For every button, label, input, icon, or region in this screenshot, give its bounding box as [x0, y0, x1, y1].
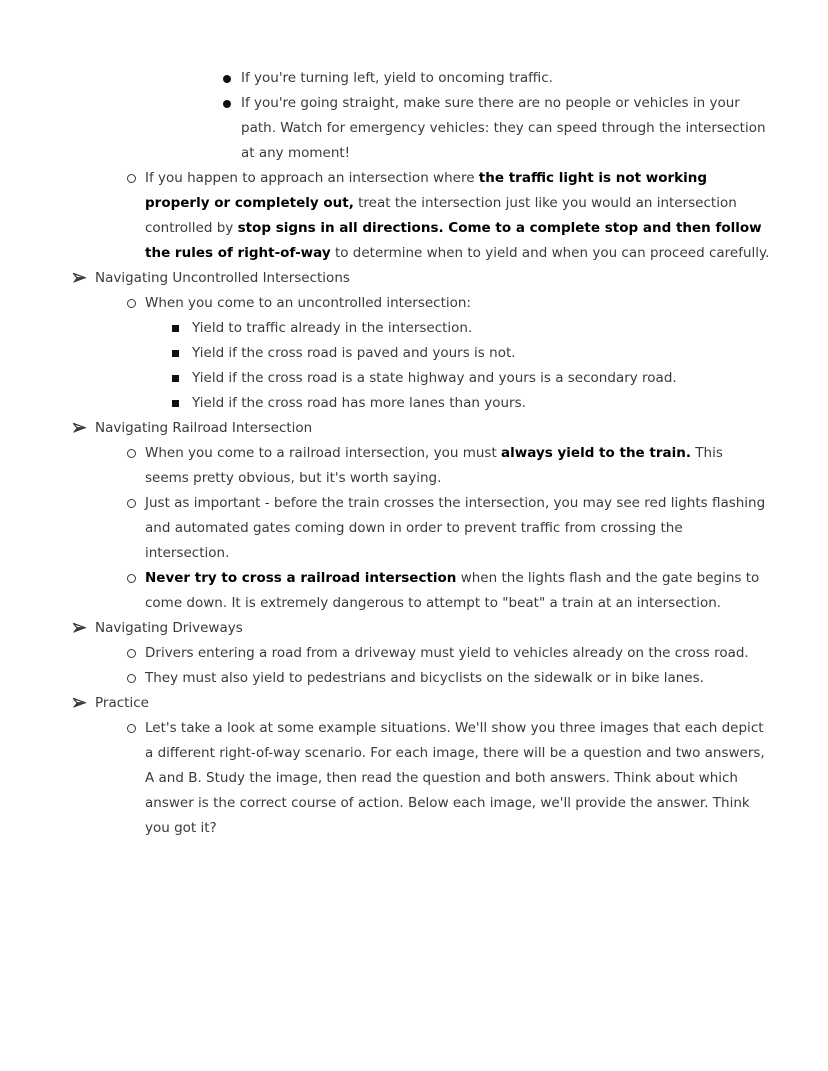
square-bullet-icon	[172, 400, 179, 407]
circle-open-bullet-icon	[127, 174, 136, 183]
circle-open-bullet-icon	[127, 449, 136, 458]
arrow-bullet-icon	[72, 622, 87, 634]
circle-open-bullet-icon	[127, 499, 136, 508]
list-item	[72, 691, 770, 716]
list-item	[72, 566, 770, 616]
list-item-text: If you're turning left, yield to oncoming traffic.	[241, 70, 553, 86]
list-item-text: They must also yield to pedestrians and bicyclists on the sidewalk or in bike lanes.	[145, 670, 704, 686]
list-item-text: Navigating Driveways	[95, 620, 243, 636]
list-item	[72, 441, 770, 491]
arrow-bullet-icon	[72, 272, 87, 284]
list-item-text: Drivers entering a road from a driveway must yield to vehicles already on the cross road.	[145, 645, 749, 661]
document-list	[72, 66, 770, 841]
list-item	[72, 416, 770, 441]
list-item-text: When you come to a railroad intersection, you must always yield to the train. This seems pretty obvious, but it's worth saying.	[145, 445, 723, 486]
list-item-text: Yield if the cross road has more lanes than yours.	[192, 395, 526, 411]
list-item	[72, 291, 770, 316]
list-item-text: Yield if the cross road is a state highway and yours is a secondary road.	[192, 370, 677, 386]
list-item-text: Just as important - before the train crosses the intersection, you may see red lights flashing and automated gates coming down in order to prevent traffic from crossing the intersection.	[145, 495, 766, 561]
list-item-text: Yield if the cross road is paved and yours is not.	[192, 345, 516, 361]
list-item	[72, 266, 770, 291]
square-bullet-icon	[172, 375, 179, 382]
arrow-bullet-icon	[72, 422, 87, 434]
circle-open-bullet-icon	[127, 724, 136, 733]
list-item	[72, 366, 770, 391]
list-item-text: Yield to traffic already in the intersection.	[192, 320, 473, 336]
list-item	[72, 166, 770, 266]
list-item	[72, 66, 770, 91]
arrow-bullet-icon	[72, 697, 87, 709]
square-bullet-icon	[172, 350, 179, 357]
list-item	[72, 491, 770, 566]
circle-open-bullet-icon	[127, 299, 136, 308]
list-item-text: When you come to an uncontrolled intersection:	[145, 295, 471, 311]
list-item	[72, 666, 770, 691]
list-item	[72, 641, 770, 666]
list-item-text: If you're going straight, make sure there are no people or vehicles in your path. Watch for emergency vehicles: they can speed through the intersection at any moment!	[241, 95, 766, 161]
list-item-text: Never try to cross a railroad intersection when the lights flash and the gate begins to come down. It is extremely dangerous to attempt to "beat" a train at an intersection.	[145, 570, 760, 611]
list-item	[72, 316, 770, 341]
disc-bullet-icon	[223, 75, 231, 83]
list-item-text: Let's take a look at some example situations. We'll show you three images that each depict a different right-of-way scenario. For each image, there will be a question and two answers, A and B. Study the image, then read the question and both answers. Think about which answer is the correct course of action. Below each image, we'll provide the answer. Think you got it?	[145, 720, 765, 836]
list-item	[72, 341, 770, 366]
list-item-text: Navigating Railroad Intersection	[95, 420, 313, 436]
disc-bullet-icon	[223, 100, 231, 108]
list-item-text: Practice	[95, 695, 149, 711]
circle-open-bullet-icon	[127, 574, 136, 583]
list-item	[72, 616, 770, 641]
list-item-text: Navigating Uncontrolled Intersections	[95, 270, 350, 286]
list-item	[72, 391, 770, 416]
circle-open-bullet-icon	[127, 674, 136, 683]
circle-open-bullet-icon	[127, 649, 136, 658]
list-item	[72, 91, 770, 166]
list-item-text: If you happen to approach an intersection where the traffic light is not working properly or completely out, treat the intersection just like you would an intersection controlled by stop signs in all directions. Come to a complete stop and then follow the rules of right-of-way to determine when to yield and when you can proceed carefully.	[145, 170, 770, 261]
square-bullet-icon	[172, 325, 179, 332]
list-item	[72, 716, 770, 841]
